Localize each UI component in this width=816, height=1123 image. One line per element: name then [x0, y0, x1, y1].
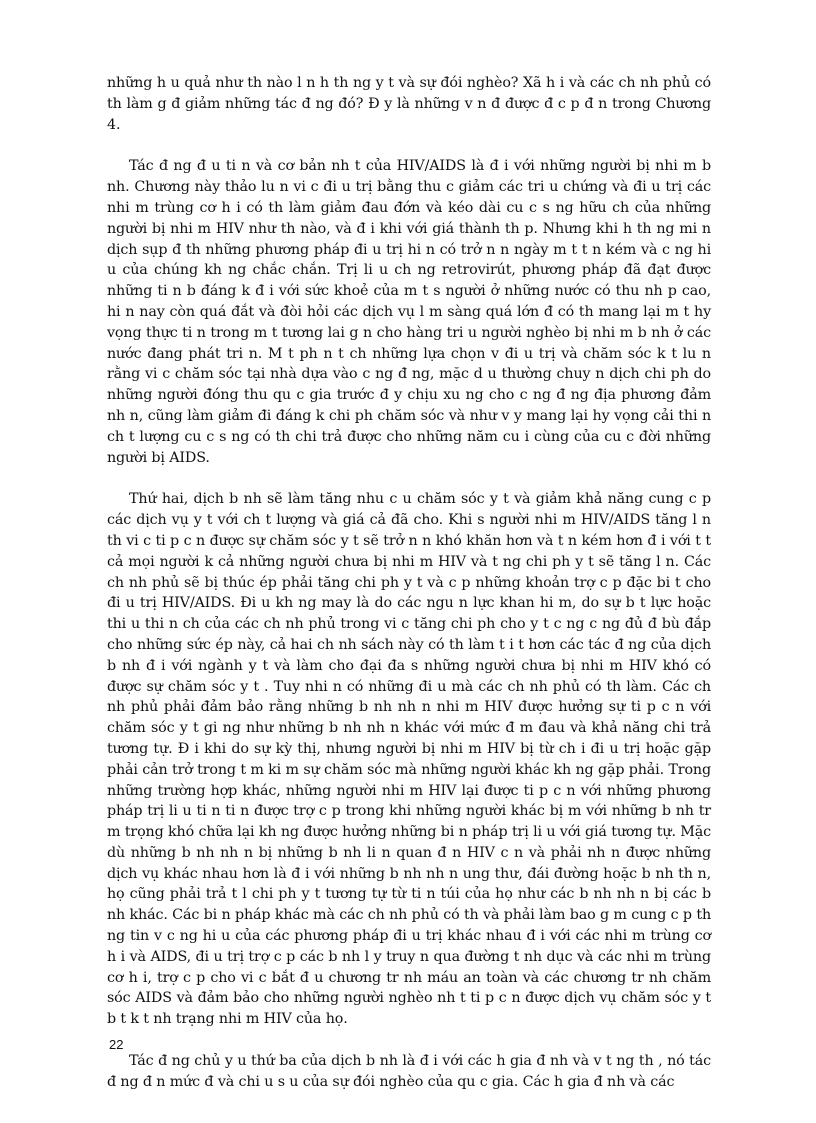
- page-number: 22: [109, 1037, 124, 1052]
- paragraph-1: những h u quả như th nào l n h th ng y t và sự đói nghèo? Xã h i và các ch nh phủ có th làm g đ giảm những tác đ ng đó? Đ y là những v n đ được đ c p đ n trong Chương 4.: [107, 75, 711, 133]
- body-text: [107, 73, 711, 1093]
- paragraph-2: Tác đ ng đ u ti n và cơ bản nh t của HIV/AIDS là đ i với những người bị nhi m b nh. Chương này thảo lu n vi c đi u trị bằng thu c giảm các tri u chứng và đi u trị các nhi m trùng cơ h i có th làm giảm đau đớn và kéo dài cu c s ng hữu ch của những người bị nhi m HIV như th nào, và đ i khi với giá thành th p. Nhưng khi h th ng mi n dịch sụp đ th những phương pháp đi u trị hi n có trở n n ngày m t t n kém và c ng hi u của chúng kh ng chắc chắn. Trị li u ch ng retrovirút, phương pháp đã đạt được những ti n b đáng k đ i với sức khoẻ của m t s người ở những nước có thu nh p cao, hi n nay còn quá đắt và đòi hỏi các dịch vụ l m sàng quá lớn đ có th mang lại m t hy vọng thực ti n trong m t tương lai g n cho hàng tri u người nghèo bị nhi m b nh ở các nước đang phát tri n. M t ph n t ch những lựa chọn v đi u trị và chăm sóc k t lu n rằng vi c chăm sóc tại nhà dựa vào c ng đ ng, mặc d u thường chuy n dịch chi ph do những người đóng thu qu c gia trước đ y chịu xu ng cho c ng đ ng địa phương đảm nh n, cũng làm giảm đi đáng k chi ph chăm sóc và như v y mang lại hy vọng cải thi n ch t lượng cu c s ng có th chi trả được cho những năm cu i cùng của cu c đời những người bị AIDS.: [107, 158, 711, 466]
- paragraph-3: Thứ hai, dịch b nh sẽ làm tăng nhu c u chăm sóc y t và giảm khả năng cung c p các dịch vụ y t với ch t lượng và giá cả đã cho. Khi s người nhi m HIV/AIDS tăng l n th vi c ti p c n được sự chăm sóc y t sẽ trở n n khó khăn hơn và t n kém hơn đ i với t t cả mọi người k cả những người chưa bị nhi m HIV và t ng chi ph y t sẽ tăng l n. Các ch nh phủ sẽ bị thúc ép phải tăng chi ph y t và c p những khoản trợ c p đặc bi t cho đi u trị HIV/AIDS. Đi u kh ng may là do các ngu n lực khan hi m, do sự b t lực hoặc thi u thi n ch của các ch nh phủ trong vi c tăng chi ph cho y t c ng c ng đủ đ bù đắp cho những sức ép này, cả hai ch nh sách này có th làm t i t hơn các tác đ ng của dịch b nh đ i với ngành y t và làm cho đại đa s những người chưa bị nhi m HIV khó có được sự chăm sóc y t . Tuy nhi n có những đi u mà các ch nh phủ có th làm. Các ch nh phủ phải đảm bảo rằng những b nh nh n nhi m HIV được hưởng sự ti p c n với chăm sóc y t gi ng như những b nh nh n khác với mức đ m đau và khả năng chi trả tương tự. Đ i khi do sự kỳ thị, nhưng người bị nhi m HIV bị từ ch i đi u trị hoặc gặp phải cản trở trong t m ki m sự chăm sóc mà những người khác kh ng gặp phải. Trong những trường hợp khác, những người nhi m HIV lại được ti p c n với những phương pháp trị li u ti n ti n được trợ c p trong khi những người khác bị m với những b nh tr m trọng khó chữa lại kh ng được hưởng những bi n pháp trị li u với giá tương tự. Mặc dù những b nh nh n bị những b nh li n quan đ n HIV c n và phải nh n được những dịch vụ khác nhau hơn là đ i với những b nh nh n ung thư, đái đường hoặc b nh th n, họ cũng phải trả t l chi ph y t tương tự từ ti n túi của họ như các b nh nh n bị các b nh khác. Các bi n pháp khác mà các ch nh phủ có th và phải làm bao g m cung c p th ng tin v c ng hi u của các phương pháp đi u trị khác nhau đ i với các nhi m trùng cơ h i và AIDS, đi u trị trợ c p các b nh l y truy n qua đường t nh dục và các nhi m trùng cơ h i, trợ c p cho vi c bắt đ u chương tr nh máu an toàn và các chương tr nh chăm sóc AIDS và đảm bảo cho những người nghèo nh t ti p c n được dịch vụ chăm sóc y t b t k t nh trạng nhi m HIV của họ.: [107, 491, 711, 1028]
- paragraph-4: Tác đ ng chủ y u thứ ba của dịch b nh là đ i với các h gia đ nh và v t ng th , nó tác đ ng đ n mức đ và chi u s u của sự đói nghèo của qu c gia. Các h gia đ nh và các: [107, 1053, 711, 1090]
